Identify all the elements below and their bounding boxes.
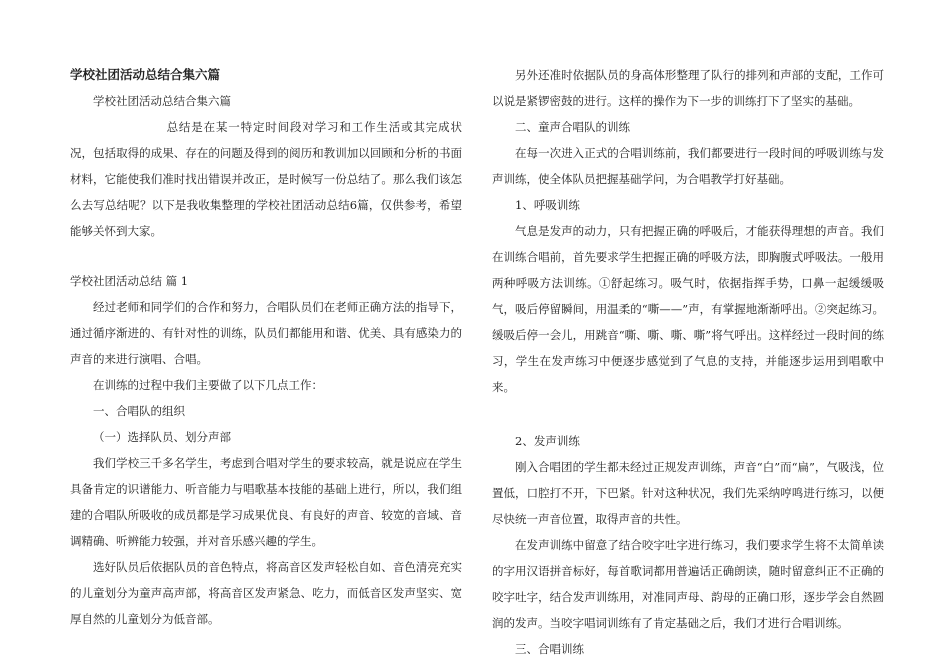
document-title: 学校社团活动总结合集六篇	[70, 67, 221, 82]
subsection-heading: 2、发声训练	[515, 434, 580, 448]
paragraph: 刚入合唱团的学生都未经过正规发声训练，声音“白”而“扁”，气吸浅，位置低，口腔打不开，下巴紧。针对这种状况，我们先采纳哼鸣进行练习，以便尽快统一声音位置，取得声音的共性。	[492, 460, 884, 526]
paragraph: 我们学校三千多名学生，考虑到合唱对学生的要求较高，就是说应在学生具备肯定的识谱能力、听音能力与唱歌基本技能的基础上进行，所以，我们组建的合唱队所吸收的成员都是学习成果优良、有良好的声音、较宽的音域、音调精确、听辨能力较强，并对音乐感兴趣的学生。	[70, 456, 462, 548]
document-subtitle: 学校社团活动总结合集六篇	[93, 94, 231, 108]
paragraph: 在发声训练中留意了结合咬字吐字进行练习，我们要求学生将不太简单读的字用汉语拼音标好，每首歌词都用普遍话正确朗读，随时留意纠正不正确的咬字吐字，结合发声训练用，对准同声母、韵母的正确口形，逐步学会自然圆润的发声。当咬字唱词训练有了肯定基础之后，我们才进行合唱训练。	[492, 538, 884, 630]
paragraph: 在训练的过程中我们主要做了以下几点工作：	[93, 378, 323, 392]
article-title: 学校社团活动总结 篇 1	[70, 274, 189, 288]
right-column	[492, 62, 884, 662]
section-heading: 三、合唱训练	[515, 642, 584, 656]
paragraph: 经过老师和同学们的合作和努力，合唱队员们在老师正确方法的指导下，通过循序渐进的、有针对性的训练，队员们都能用和谐、优美、具有感染力的声音的来进行演唱、合唱。	[70, 300, 462, 366]
paragraph: 气息是发声的动力，只有把握正确的呼吸后，才能获得理想的声音。我们在训练合唱前，首先要求学生把握正确的呼吸方法，即胸腹式呼吸法。一般用两种呼吸方法训练。①舒起练习。吸气时，依据指挥手势，口鼻一起缓缓吸气，吸后停留瞬间，用温柔的“嘶——”声，有掌握地渐渐呼出。②突起练习。缓吸后停一会儿，用跳音“嘶、嘶、嘶、嘶”将气呼出。这样经过一段时间的练习，学生在发声练习中便逐步感觉到了气息的支持，并能逐步运用到唱歌中来。	[492, 224, 884, 394]
paragraph: 选好队员后依据队员的音色特点，将高音区发声轻松自如、音色清亮充实的儿童划分为童声高声部，将高音区发声紧急、吃力，而低音区发声坚实、宽厚自然的儿童划分为低音部。	[70, 560, 462, 626]
section-heading: 二、童声合唱队的训练	[515, 120, 630, 134]
paragraph: 另外还准时依据队员的身高体形整理了队行的排列和声部的支配，工作可以说是紧锣密鼓的进行。这样的操作为下一步的训练打下了坚实的基础。	[492, 68, 884, 108]
subsection-heading: 1、呼吸训练	[515, 198, 580, 212]
left-column	[70, 62, 462, 632]
paragraph: 在每一次进入正式的合唱训练前，我们都要进行一段时间的呼吸训练与发声训练，使全体队员把握基础学问，为合唱教学打好基础。	[492, 146, 884, 186]
section-heading: 一、合唱队的组织	[93, 404, 185, 418]
subsection-heading: （一）选择队员、划分声部	[93, 430, 231, 444]
intro-paragraph: 总结是在某一特定时间段对学习和工作生活或其完成状况，包括取得的成果、存在的问题及得到的阅历和教训加以回顾和分析的书面材料，它能使我们准时找出错误并改正，是时候写一份总结了。那么我们该怎么去写总结呢？以下是我收集整理的学校社团活动总结6篇，仅供参考，希望能够关怀到大家。	[70, 120, 462, 238]
